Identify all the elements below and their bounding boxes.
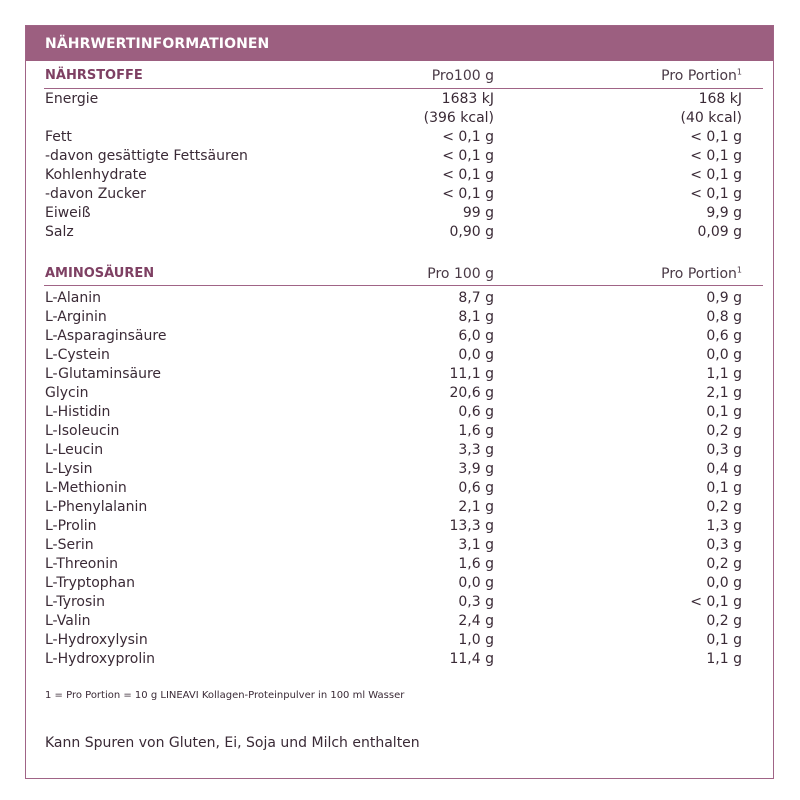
aminosaeuren-divider (44, 285, 763, 286)
value-per-portion: 9,9 g (706, 205, 742, 221)
value-per-100g: 8,7 g (458, 290, 494, 306)
value-per-portion: 0,1 g (706, 404, 742, 420)
value-per-100g: 0,6 g (458, 480, 494, 496)
value-per-100g: (396 kcal) (423, 110, 494, 126)
table-row (26, 555, 773, 574)
nutrient-name: L-Asparaginsäure (45, 328, 167, 344)
table-row (26, 593, 773, 612)
aminosaeuren-rows (26, 289, 773, 669)
table-row (26, 289, 773, 308)
value-per-100g: 1,0 g (458, 632, 494, 648)
table-row (26, 204, 773, 223)
value-per-100g: 0,3 g (458, 594, 494, 610)
value-per-portion: < 0,1 g (690, 186, 742, 202)
table-row (26, 460, 773, 479)
table-row (26, 147, 773, 166)
value-per-portion: 0,0 g (706, 347, 742, 363)
nutrient-name: L-Cystein (45, 347, 110, 363)
naehrstoffe-col-per-portion (661, 68, 742, 84)
value-per-portion: 1,3 g (706, 518, 742, 534)
nutrient-name: L-Serin (45, 537, 94, 553)
value-per-portion: < 0,1 g (690, 594, 742, 610)
nutrient-name: L-Arginin (45, 309, 107, 325)
value-per-100g: 2,4 g (458, 613, 494, 629)
naehrstoffe-label: NÄHRSTOFFE (45, 68, 143, 83)
value-per-100g: 11,1 g (449, 366, 494, 382)
value-per-100g: 0,6 g (458, 404, 494, 420)
value-per-portion: 168 kJ (698, 91, 742, 107)
value-per-portion: 0,09 g (697, 224, 742, 240)
table-row (26, 479, 773, 498)
table-row (26, 536, 773, 555)
nutrient-name: L-Hydroxyprolin (45, 651, 156, 667)
table-row (26, 327, 773, 346)
value-per-100g: 11,4 g (449, 651, 494, 667)
nutrient-name: -davon gesättigte Fettsäuren (45, 148, 248, 164)
table-row (26, 128, 773, 147)
table-row (26, 650, 773, 669)
nutrient-name: Salz (45, 224, 74, 240)
nutrient-name: L-Lysin (45, 461, 93, 477)
footnote-marker: 1 (736, 67, 742, 77)
value-per-100g: 3,1 g (458, 537, 494, 553)
table-row (26, 166, 773, 185)
nutrient-name: L-Alanin (45, 290, 101, 306)
value-per-portion: 0,8 g (706, 309, 742, 325)
nutrient-name: L-Phenylalanin (45, 499, 148, 515)
aminosaeuren-col-per-portion (661, 266, 742, 282)
value-per-portion: 0,2 g (706, 556, 742, 572)
value-per-portion: 0,6 g (706, 328, 742, 344)
value-per-100g: < 0,1 g (442, 167, 494, 183)
table-row (26, 498, 773, 517)
value-per-portion: < 0,1 g (690, 129, 742, 145)
value-per-portion: 0,3 g (706, 537, 742, 553)
value-per-100g: 20,6 g (449, 385, 494, 401)
nutrient-name: Energie (45, 91, 99, 107)
value-per-100g: 6,0 g (458, 328, 494, 344)
nutrition-panel (25, 25, 774, 779)
value-per-100g: 0,0 g (458, 347, 494, 363)
value-per-100g: 1683 kJ (441, 91, 494, 107)
title-bar (26, 26, 773, 61)
nutrient-name: Kohlenhydrate (45, 167, 147, 183)
value-per-portion: 1,1 g (706, 651, 742, 667)
nutrient-name: L-Leucin (45, 442, 104, 458)
footnote-marker: 1 (736, 265, 742, 275)
table-row (26, 308, 773, 327)
naehrstoffe-header (26, 68, 773, 88)
value-per-100g: 2,1 g (458, 499, 494, 515)
value-per-100g: 0,0 g (458, 575, 494, 591)
table-row (26, 612, 773, 631)
naehrstoffe-col-per-portion-label: Pro Portion (661, 68, 737, 84)
nutrient-name: L-Isoleucin (45, 423, 120, 439)
value-per-100g: < 0,1 g (442, 129, 494, 145)
naehrstoffe-col-per-100g: Pro100 g (431, 68, 494, 84)
nutrient-name: L-Threonin (45, 556, 119, 572)
table-row (26, 365, 773, 384)
value-per-portion: 0,3 g (706, 442, 742, 458)
nutrient-name: L-Tyrosin (45, 594, 106, 610)
table-row (26, 90, 773, 109)
nutrient-name: L-Tryptophan (45, 575, 136, 591)
table-row (26, 346, 773, 365)
table-row (26, 517, 773, 536)
nutrient-name: L-Valin (45, 613, 91, 629)
value-per-100g: 8,1 g (458, 309, 494, 325)
table-row (26, 223, 773, 242)
naehrstoffe-rows (26, 90, 773, 242)
value-per-portion: < 0,1 g (690, 148, 742, 164)
nutrient-name: L-Prolin (45, 518, 97, 534)
value-per-portion: 0,1 g (706, 480, 742, 496)
value-per-portion: (40 kcal) (680, 110, 742, 126)
value-per-100g: < 0,1 g (442, 186, 494, 202)
value-per-100g: 99 g (462, 205, 494, 221)
aminosaeuren-header (26, 266, 773, 286)
value-per-portion: 0,9 g (706, 290, 742, 306)
panel-title: NÄHRWERTINFORMATIONEN (45, 36, 270, 52)
value-per-portion: 0,2 g (706, 613, 742, 629)
value-per-portion: 0,0 g (706, 575, 742, 591)
value-per-100g: 13,3 g (449, 518, 494, 534)
value-per-portion: 0,1 g (706, 632, 742, 648)
value-per-portion: 0,4 g (706, 461, 742, 477)
aminosaeuren-col-per-portion-label: Pro Portion (661, 266, 737, 282)
table-row (26, 403, 773, 422)
value-per-portion: < 0,1 g (690, 167, 742, 183)
value-per-portion: 1,1 g (706, 366, 742, 382)
value-per-100g: 1,6 g (458, 423, 494, 439)
nutrient-name: L-Hydroxylysin (45, 632, 148, 648)
aminosaeuren-label: AMINOSÄUREN (45, 266, 155, 281)
table-row (26, 574, 773, 593)
allergen-note: Kann Spuren von Gluten, Ei, Soja und Milch enthalten (45, 735, 420, 751)
table-row (26, 631, 773, 650)
aminosaeuren-col-per-100g: Pro 100 g (427, 266, 494, 282)
table-row (26, 422, 773, 441)
value-per-100g: 3,3 g (458, 442, 494, 458)
nutrient-name: -davon Zucker (45, 186, 146, 202)
value-per-100g: 1,6 g (458, 556, 494, 572)
table-row (26, 384, 773, 403)
value-per-portion: 2,1 g (706, 385, 742, 401)
value-per-100g: 0,90 g (449, 224, 494, 240)
nutrient-name: Fett (45, 129, 72, 145)
table-row (26, 441, 773, 460)
nutrient-name: Glycin (45, 385, 89, 401)
value-per-100g: < 0,1 g (442, 148, 494, 164)
nutrient-name: L-Methionin (45, 480, 127, 496)
value-per-portion: 0,2 g (706, 423, 742, 439)
value-per-portion: 0,2 g (706, 499, 742, 515)
nutrient-name: L-Histidin (45, 404, 111, 420)
value-per-100g: 3,9 g (458, 461, 494, 477)
nutrient-name: L-Glutaminsäure (45, 366, 162, 382)
naehrstoffe-divider (44, 88, 763, 89)
table-row (26, 185, 773, 204)
footnote: 1 = Pro Portion = 10 g LINEAVI Kollagen-Proteinpulver in 100 ml Wasser (45, 690, 405, 701)
nutrient-name: Eiweiß (45, 205, 91, 221)
table-row (26, 109, 773, 128)
